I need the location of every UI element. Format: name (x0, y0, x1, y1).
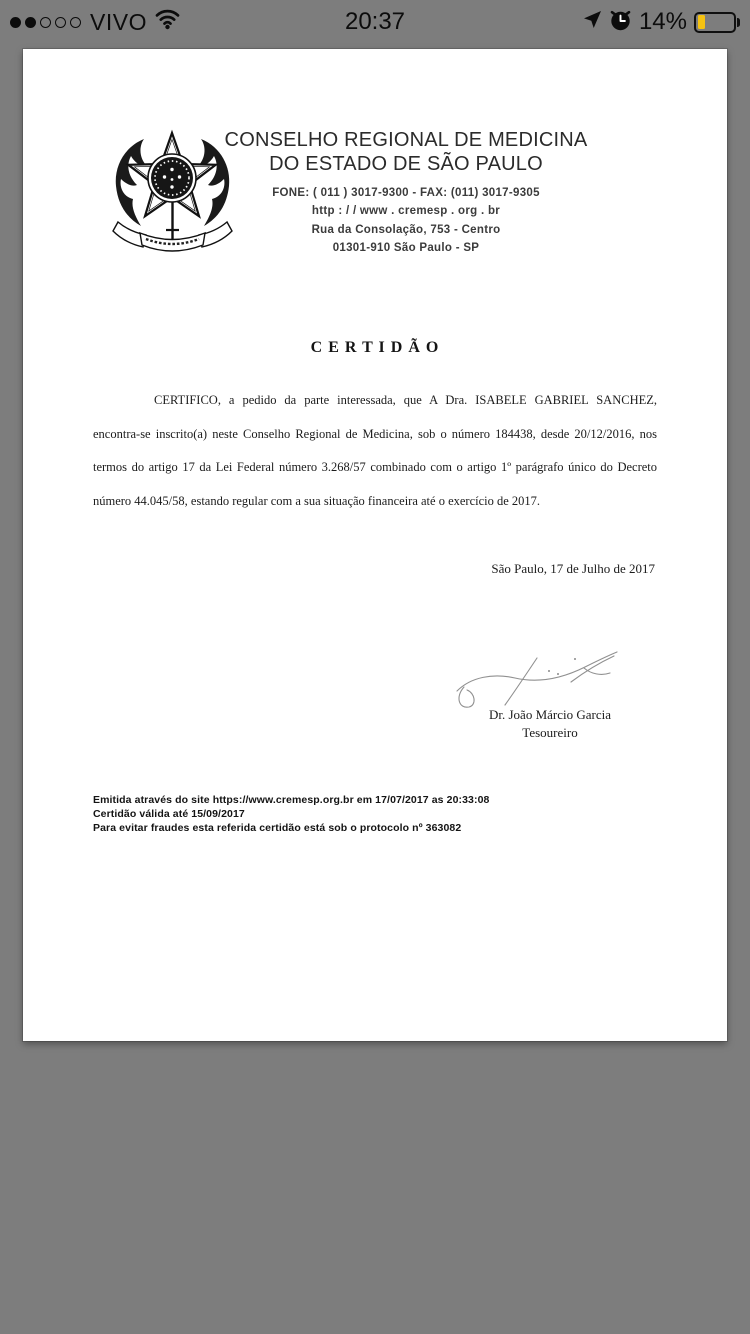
body-line: CERTIFICO, a pedido da parte interessada, que A Dra. ISABELE GABRIEL SANCHEZ, (154, 393, 657, 407)
cellular-signal-icon (10, 17, 81, 28)
org-contact-block (223, 184, 589, 258)
body-line: encontra-se inscrito(a) neste Conselho Regional de Medicina, sob o número 184438, desde 20/12/2016, nos (93, 426, 657, 441)
footer-line-protocol: Para evitar fraudes esta referida certidão está sob o protocolo nº 363082 (93, 821, 462, 834)
status-bar-left (10, 9, 181, 36)
body-line: termos do artigo 17 da Lei Federal número 3.268/57 combinado com o artigo 1º parágrafo único do Decreto (93, 460, 657, 474)
signal-dot-empty (55, 17, 66, 28)
status-bar-right (583, 8, 740, 36)
coat-of-arms-logo (110, 119, 235, 259)
document-header (223, 129, 589, 258)
signer-name: Dr. João Márcio Garcia (488, 707, 611, 722)
org-website: http : / / www . cremesp . org . br (311, 205, 501, 218)
carrier-label: VIVO (90, 8, 147, 35)
org-address-street: Rua da Consolação, 753 - Centro (311, 223, 501, 236)
wifi-icon (154, 9, 181, 35)
footer-line-issued: Emitida através do site https://www.cremesp.org.br em 17/07/2017 as 20:33:08 (93, 794, 490, 806)
org-phone: FONE: ( 011 ) 3017-9300 - FAX: (011) 3017-9305 (272, 187, 540, 199)
battery-percent-label: 14% (638, 8, 687, 35)
body-line: número 44.045/58, estando regular com a sua situação financeira até o exercício de 2017. (93, 493, 541, 508)
alarm-clock-icon (609, 9, 632, 36)
signal-dot-empty (70, 17, 81, 28)
signal-dot-empty (40, 17, 51, 28)
signer-role: Tesoureiro (522, 724, 578, 740)
org-name-line2: DO ESTADO DE SÃO PAULO (269, 152, 543, 175)
clock-label: 20:37 (344, 8, 406, 35)
battery-fill (698, 15, 705, 29)
org-address-city: 01301-910 São Paulo - SP (332, 242, 480, 255)
battery-icon (694, 12, 740, 33)
signal-dot-filled (25, 17, 36, 28)
battery-outline (694, 12, 736, 33)
certificate-body (93, 384, 657, 518)
document-page[interactable] (23, 49, 727, 1041)
status-bar (0, 0, 750, 44)
certificate-footer (93, 794, 653, 835)
org-name-line1: CONSELHO REGIONAL DE MEDICINA (224, 129, 588, 151)
signal-dot-filled (10, 17, 21, 28)
location-arrow-icon (583, 10, 602, 34)
battery-nub (737, 18, 740, 27)
signer-block (450, 706, 650, 741)
certificate-title: C E R T I D Ã O (310, 339, 440, 356)
date-line: São Paulo, 17 de Julho de 2017 (491, 561, 655, 576)
footer-line-validity: Certidão válida até 15/09/2017 (93, 807, 245, 820)
